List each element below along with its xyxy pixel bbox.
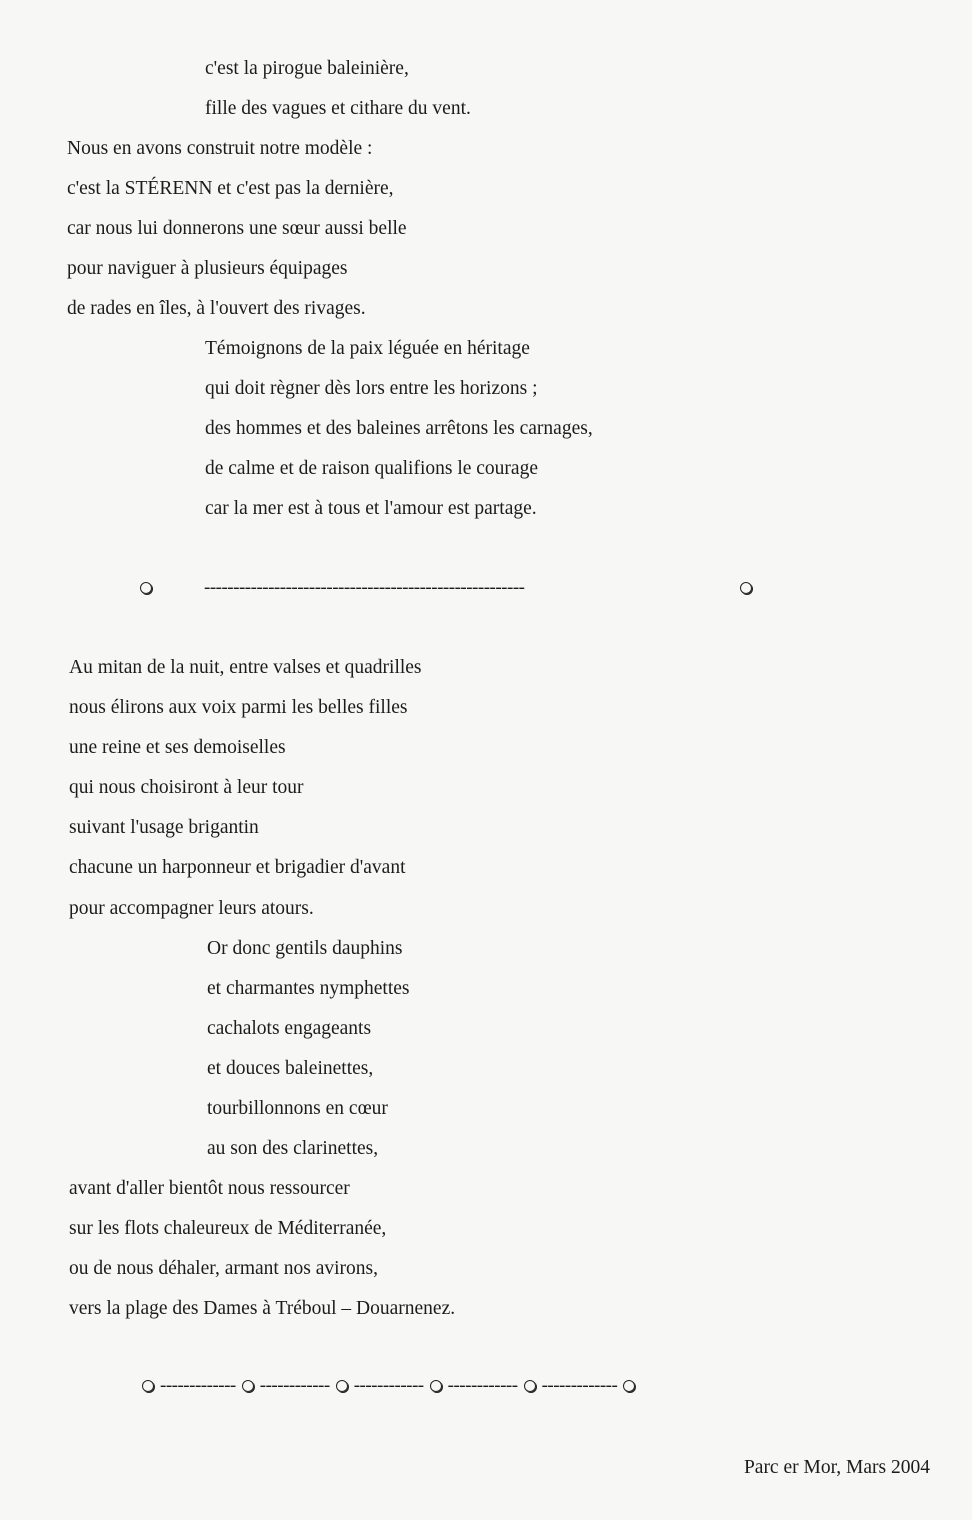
circle-ornament-icon xyxy=(740,582,752,594)
poem-line: Nous en avons construit notre modèle : xyxy=(67,138,373,159)
section-separator xyxy=(142,1374,635,1398)
dash-rule: ------------ xyxy=(353,1375,424,1396)
poem-line: car la mer est à tous et l'amour est partage. xyxy=(205,498,537,519)
poem-line: c'est la pirogue baleinière, xyxy=(205,58,409,79)
poem-line: ou de nous déhaler, armant nos avirons, xyxy=(69,1258,378,1279)
dash-rule: ------------------------------------------------------- xyxy=(204,577,525,598)
poem-line: c'est la STÉRENN et c'est pas la dernière, xyxy=(67,178,394,199)
circle-ornament-icon xyxy=(242,1380,254,1392)
poem-line: Au mitan de la nuit, entre valses et quadrilles xyxy=(69,657,422,678)
poem-line: qui nous choisiront à leur tour xyxy=(69,777,304,798)
circle-ornament-icon xyxy=(142,1380,154,1392)
poem-line: fille des vagues et cithare du vent. xyxy=(205,98,471,119)
signature-date: Parc er Mor, Mars 2004 xyxy=(743,1457,930,1478)
poem-line: pour naviguer à plusieurs équipages xyxy=(67,258,348,279)
poem-line: une reine et ses demoiselles xyxy=(69,737,286,758)
poem-line: Or donc gentils dauphins xyxy=(207,938,403,959)
circle-ornament-icon xyxy=(623,1380,635,1392)
poem-line: tourbillonnons en cœur xyxy=(207,1098,388,1119)
poem-line: nous élirons aux voix parmi les belles filles xyxy=(69,697,408,718)
poem-line: et charmantes nymphettes xyxy=(207,978,410,999)
poem-line: au son des clarinettes, xyxy=(207,1138,379,1159)
poem-line: qui doit règner dès lors entre les horizons ; xyxy=(205,378,538,399)
poem-line: de rades en îles, à l'ouvert des rivages. xyxy=(67,298,366,319)
poem-line: suivant l'usage brigantin xyxy=(69,817,259,838)
poem-line: des hommes et des baleines arrêtons les carnages, xyxy=(205,418,593,439)
circle-ornament-icon xyxy=(140,582,152,594)
section-separator xyxy=(140,576,760,600)
circle-ornament-icon xyxy=(336,1380,348,1392)
dash-rule: ------------- xyxy=(541,1375,618,1396)
dash-rule: ------------- xyxy=(160,1375,236,1396)
poem-line: avant d'aller bientôt nous ressourcer xyxy=(69,1178,350,1199)
circle-ornament-icon xyxy=(430,1380,442,1392)
poem-line: Témoignons de la paix léguée en héritage xyxy=(205,338,530,359)
poem-line: chacune un harponneur et brigadier d'avant xyxy=(69,857,406,878)
poem-line: car nous lui donnerons une sœur aussi belle xyxy=(67,218,407,239)
dash-rule: ------------ xyxy=(259,1375,330,1396)
dash-rule: ------------ xyxy=(447,1375,518,1396)
circle-ornament-icon xyxy=(524,1380,536,1392)
poem-line: sur les flots chaleureux de Méditerranée, xyxy=(69,1218,387,1239)
poem-line: de calme et de raison qualifions le courage xyxy=(205,458,538,479)
poem-line: pour accompagner leurs atours. xyxy=(69,898,314,919)
poem-line: et douces baleinettes, xyxy=(207,1058,374,1079)
poem-line: cachalots engageants xyxy=(207,1018,372,1039)
poem-line: vers la plage des Dames à Tréboul – Douarnenez. xyxy=(69,1298,456,1319)
